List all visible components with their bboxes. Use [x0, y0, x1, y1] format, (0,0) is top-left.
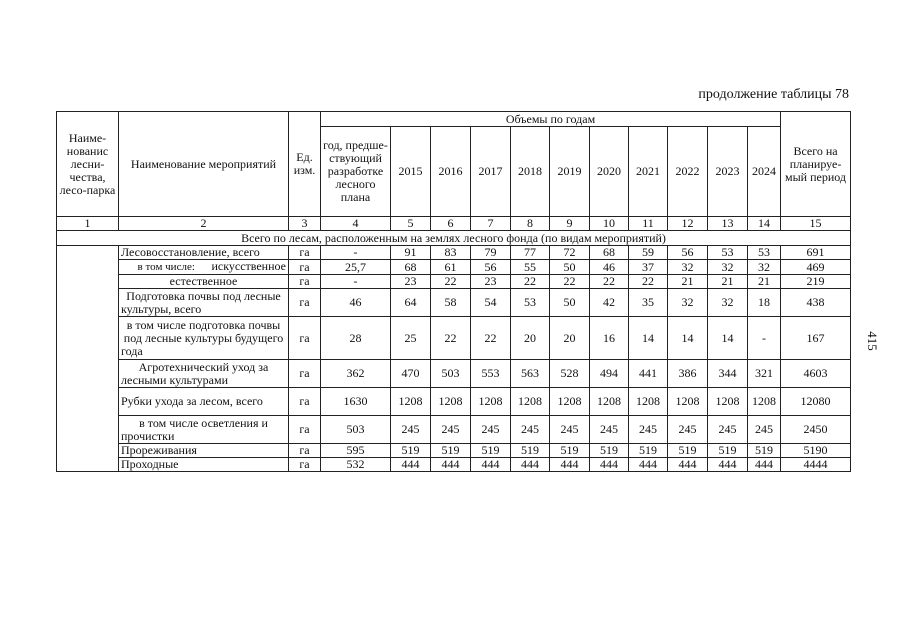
col-number: 10	[590, 217, 629, 231]
activity-name: в том числе осветления и прочистки	[119, 416, 289, 444]
year-value: 444	[708, 458, 748, 472]
year-value: 444	[511, 458, 550, 472]
prev-year-value: 25,7	[321, 260, 391, 275]
year-value: 245	[511, 416, 550, 444]
year-value: 68	[391, 260, 431, 275]
header-year: 2018	[511, 127, 550, 217]
total-value: 167	[781, 317, 851, 360]
year-value: 245	[708, 416, 748, 444]
section-title: Всего по лесам, расположенным на землях лесного фонда (по видам мероприятий)	[57, 231, 851, 246]
year-value: 55	[511, 260, 550, 275]
year-value: 20	[550, 317, 590, 360]
year-value: 519	[550, 444, 590, 458]
total-value: 4603	[781, 360, 851, 388]
year-value: 22	[471, 317, 511, 360]
col-number: 8	[511, 217, 550, 231]
year-value: 14	[668, 317, 708, 360]
forest-activities-table	[56, 111, 851, 472]
year-value: 444	[431, 458, 471, 472]
year-value: 1208	[748, 388, 781, 416]
table-row	[57, 246, 851, 260]
activity-name: Прореживания	[119, 444, 289, 458]
table-row	[57, 444, 851, 458]
unit-cell: га	[289, 246, 321, 260]
year-value: 32	[668, 260, 708, 275]
col-number: 14	[748, 217, 781, 231]
year-value: -	[748, 317, 781, 360]
year-value: 519	[431, 444, 471, 458]
unit-cell: га	[289, 317, 321, 360]
prev-year-value: 28	[321, 317, 391, 360]
year-value: 519	[391, 444, 431, 458]
year-value: 20	[511, 317, 550, 360]
header-year: 2022	[668, 127, 708, 217]
year-value: 21	[668, 275, 708, 289]
header-year: 2015	[391, 127, 431, 217]
year-value: 245	[668, 416, 708, 444]
total-value: 219	[781, 275, 851, 289]
total-value: 469	[781, 260, 851, 275]
activity-name: в том числе подготовка почвы под лесные культуры будущего года	[119, 317, 289, 360]
col-number: 9	[550, 217, 590, 231]
year-value: 444	[471, 458, 511, 472]
unit-cell: га	[289, 388, 321, 416]
table-caption: продолжение таблицы 78	[698, 87, 849, 102]
total-value: 691	[781, 246, 851, 260]
year-value: 519	[748, 444, 781, 458]
year-value: 1208	[708, 388, 748, 416]
col-number: 12	[668, 217, 708, 231]
year-value: 79	[471, 246, 511, 260]
year-value: 16	[590, 317, 629, 360]
year-value: 1208	[668, 388, 708, 416]
year-value: 386	[668, 360, 708, 388]
year-value: 37	[629, 260, 668, 275]
table-row	[57, 260, 851, 275]
year-value: 245	[391, 416, 431, 444]
prev-year-value: 1630	[321, 388, 391, 416]
prev-year-value: -	[321, 275, 391, 289]
table-row	[57, 360, 851, 388]
activity-name: Проходные	[119, 458, 289, 472]
year-value: 53	[511, 289, 550, 317]
year-value: 59	[629, 246, 668, 260]
year-value: 56	[471, 260, 511, 275]
activity-name: Агротехнический уход за лесными культурами	[119, 360, 289, 388]
activity-name-text: искусственное	[211, 259, 286, 273]
year-value: 14	[708, 317, 748, 360]
year-value: 46	[590, 260, 629, 275]
prev-year-value: 595	[321, 444, 391, 458]
year-value: 21	[748, 275, 781, 289]
prev-year-value: 362	[321, 360, 391, 388]
unit-cell: га	[289, 289, 321, 317]
total-value: 5190	[781, 444, 851, 458]
table-row	[57, 289, 851, 317]
col-number: 7	[471, 217, 511, 231]
table-row	[57, 416, 851, 444]
year-value: 245	[629, 416, 668, 444]
prev-year-value: 532	[321, 458, 391, 472]
year-value: 72	[550, 246, 590, 260]
year-value: 61	[431, 260, 471, 275]
year-value: 444	[590, 458, 629, 472]
year-value: 23	[471, 275, 511, 289]
year-value: 91	[391, 246, 431, 260]
total-value: 2450	[781, 416, 851, 444]
year-value: 21	[708, 275, 748, 289]
col-number: 1	[57, 217, 119, 231]
year-value: 321	[748, 360, 781, 388]
page-number: 415	[864, 331, 880, 351]
header-year: 2021	[629, 127, 668, 217]
year-value: 22	[431, 317, 471, 360]
total-value: 438	[781, 289, 851, 317]
year-value: 245	[550, 416, 590, 444]
year-value: 344	[708, 360, 748, 388]
unit-cell: га	[289, 275, 321, 289]
year-value: 444	[748, 458, 781, 472]
activity-name-prefix: в том числе:	[137, 261, 195, 273]
year-value: 1208	[550, 388, 590, 416]
col-number: 2	[119, 217, 289, 231]
year-value: 1208	[391, 388, 431, 416]
year-value: 42	[590, 289, 629, 317]
header-year: 2023	[708, 127, 748, 217]
year-value: 519	[708, 444, 748, 458]
col-number: 3	[289, 217, 321, 231]
year-value: 444	[629, 458, 668, 472]
unit-cell: га	[289, 444, 321, 458]
header-year: 2020	[590, 127, 629, 217]
year-value: 58	[431, 289, 471, 317]
year-value: 68	[590, 246, 629, 260]
table-row	[57, 388, 851, 416]
year-value: 22	[431, 275, 471, 289]
table-row	[57, 275, 851, 289]
year-value: 470	[391, 360, 431, 388]
year-value: 1208	[471, 388, 511, 416]
year-value: 22	[629, 275, 668, 289]
year-value: 32	[668, 289, 708, 317]
year-value: 245	[431, 416, 471, 444]
year-value: 444	[391, 458, 431, 472]
activity-name	[119, 260, 289, 275]
year-value: 1208	[511, 388, 550, 416]
table-row	[57, 317, 851, 360]
header-unit: Ед. изм.	[289, 112, 321, 217]
year-value: 22	[511, 275, 550, 289]
year-value: 553	[471, 360, 511, 388]
year-value: 519	[629, 444, 668, 458]
unit-cell: га	[289, 458, 321, 472]
col-number: 5	[391, 217, 431, 231]
col-number: 15	[781, 217, 851, 231]
year-value: 54	[471, 289, 511, 317]
year-value: 519	[511, 444, 550, 458]
year-value: 56	[668, 246, 708, 260]
prev-year-value: 503	[321, 416, 391, 444]
header-year: 2017	[471, 127, 511, 217]
year-value: 444	[668, 458, 708, 472]
year-value: 23	[391, 275, 431, 289]
activity-name: Рубки ухода за лесом, всего	[119, 388, 289, 416]
activity-name: естественное	[119, 275, 289, 289]
year-value: 22	[590, 275, 629, 289]
year-value: 1208	[590, 388, 629, 416]
forestry-cell	[57, 246, 119, 472]
unit-cell: га	[289, 260, 321, 275]
col-number: 13	[708, 217, 748, 231]
year-value: 18	[748, 289, 781, 317]
header-activity: Наименование мероприятий	[119, 112, 289, 217]
header-year: 2019	[550, 127, 590, 217]
year-value: 494	[590, 360, 629, 388]
activity-name: Подготовка почвы под лесные культуры, всего	[119, 289, 289, 317]
col-number: 11	[629, 217, 668, 231]
year-value: 441	[629, 360, 668, 388]
year-value: 528	[550, 360, 590, 388]
header-year: 2016	[431, 127, 471, 217]
year-value: 503	[431, 360, 471, 388]
header-volumes: Объемы по годам	[321, 112, 781, 127]
year-value: 53	[708, 246, 748, 260]
year-value: 245	[471, 416, 511, 444]
year-value: 519	[668, 444, 708, 458]
year-value: 519	[590, 444, 629, 458]
year-value: 444	[550, 458, 590, 472]
year-value: 25	[391, 317, 431, 360]
col-number: 6	[431, 217, 471, 231]
year-value: 77	[511, 246, 550, 260]
unit-cell: га	[289, 416, 321, 444]
year-value: 14	[629, 317, 668, 360]
year-value: 32	[748, 260, 781, 275]
year-value: 1208	[629, 388, 668, 416]
unit-cell: га	[289, 360, 321, 388]
year-value: 64	[391, 289, 431, 317]
year-value: 83	[431, 246, 471, 260]
year-value: 563	[511, 360, 550, 388]
col-number: 4	[321, 217, 391, 231]
year-value: 50	[550, 260, 590, 275]
header-forestry: Наиме-нованис лесни-чества, лесо-парка	[57, 112, 119, 217]
header-total: Всего на планируе-мый период	[781, 112, 851, 217]
header-prev-year: год, предше-ствующий разработке лесного плана	[321, 127, 391, 217]
year-value: 245	[590, 416, 629, 444]
year-value: 50	[550, 289, 590, 317]
year-value: 519	[471, 444, 511, 458]
year-value: 53	[748, 246, 781, 260]
prev-year-value: -	[321, 246, 391, 260]
total-value: 4444	[781, 458, 851, 472]
table-row	[57, 458, 851, 472]
year-value: 32	[708, 260, 748, 275]
header-year: 2024	[748, 127, 781, 217]
year-value: 1208	[431, 388, 471, 416]
total-value: 12080	[781, 388, 851, 416]
year-value: 245	[748, 416, 781, 444]
prev-year-value: 46	[321, 289, 391, 317]
year-value: 22	[550, 275, 590, 289]
year-value: 35	[629, 289, 668, 317]
year-value: 32	[708, 289, 748, 317]
activity-name: Лесовосстановление, всего	[119, 246, 289, 260]
